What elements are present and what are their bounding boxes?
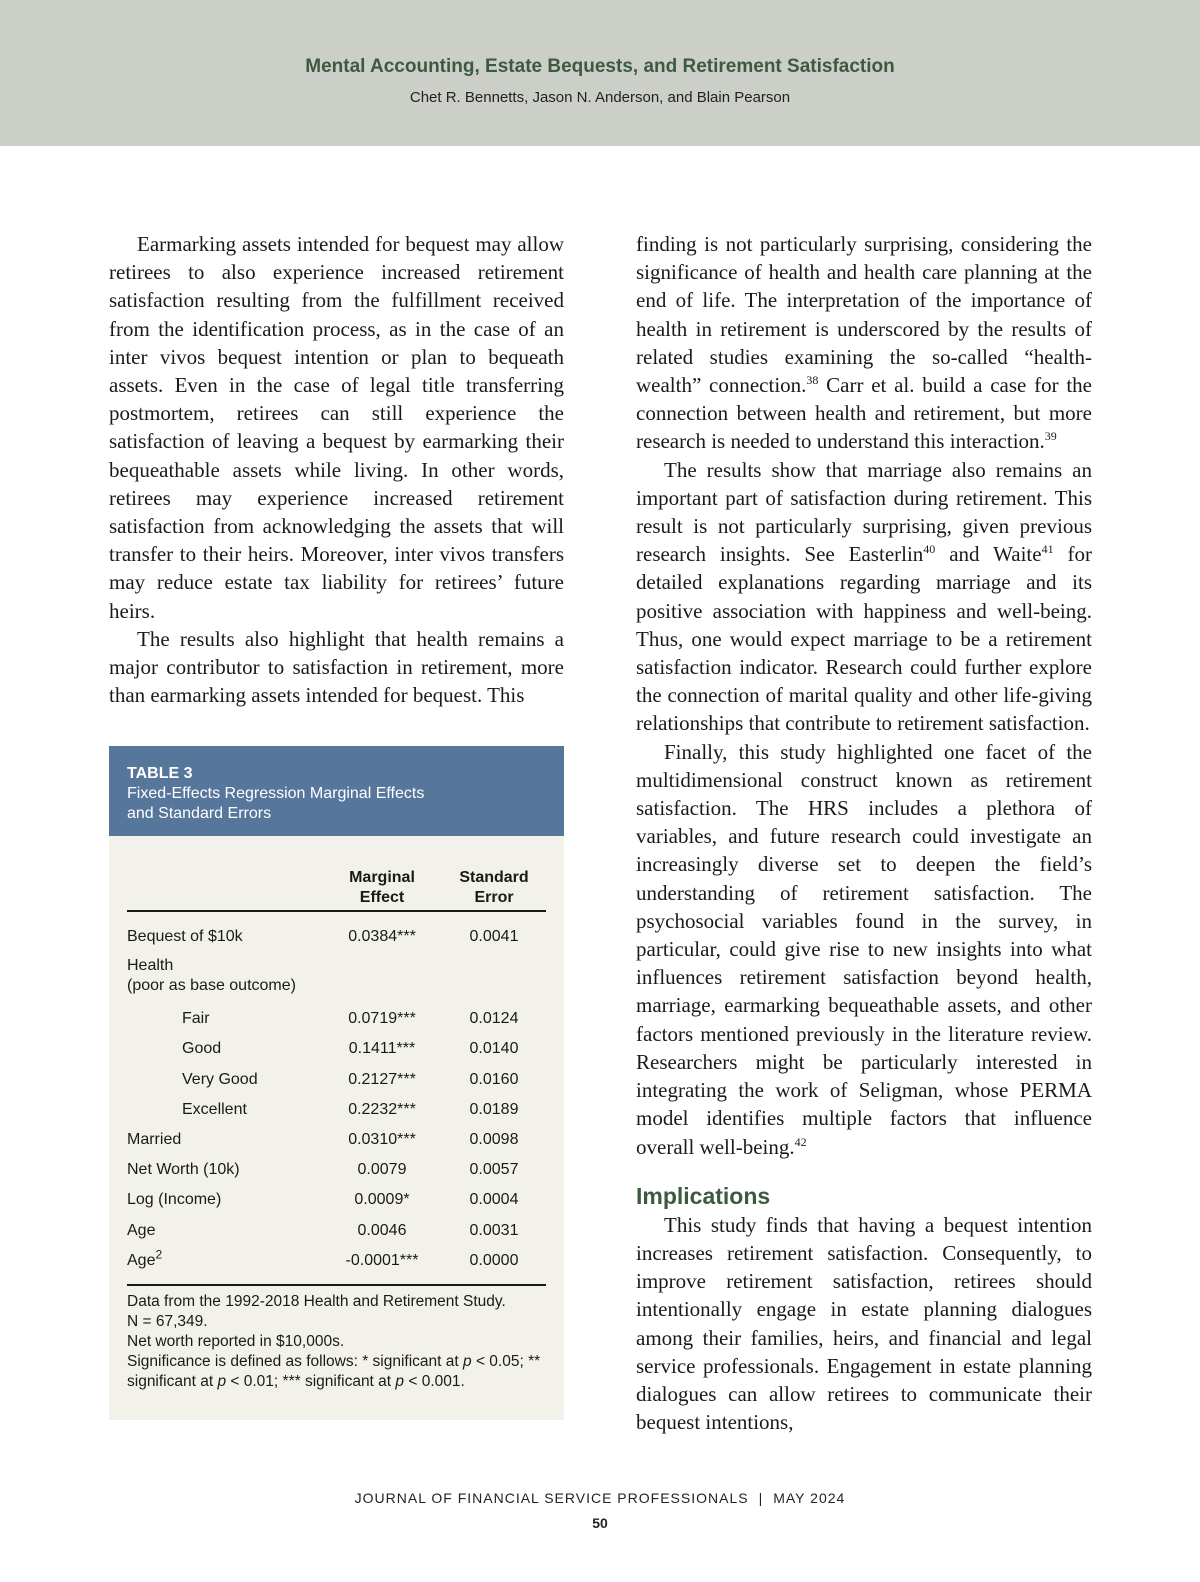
table-row: [127, 1185, 546, 1215]
row-label: Net Worth (10k): [127, 1161, 240, 1179]
footnote-ref: 40: [923, 542, 936, 557]
section-heading-implications: Implications: [636, 1182, 771, 1209]
left-column: [109, 230, 564, 709]
standard-error-value: 0.0160: [469, 1070, 519, 1088]
marginal-effect-value: 0.0079: [357, 1161, 407, 1179]
row-label: Very Good: [182, 1070, 258, 1088]
standard-error-value: 0.0057: [469, 1161, 519, 1179]
table-3: [109, 746, 564, 1420]
marginal-effect-value: 0.2232***: [348, 1100, 416, 1118]
table-row: [127, 922, 546, 952]
table-caption-line-2: and Standard Errors: [127, 805, 272, 822]
table-row: [127, 1095, 546, 1125]
left-paragraph-2: The results also highlight that health remains a major contributor to satisfaction in retirement, more than earmarking assets intended for bequest. This: [109, 626, 564, 708]
table-caption-line-1: Fixed-Effects Regression Marginal Effects: [127, 785, 425, 802]
table-notes: [127, 1284, 546, 1392]
column-header-standard-error: Standard Error: [459, 869, 529, 906]
standard-error-value: 0.0140: [469, 1040, 519, 1058]
row-label: Fair: [182, 1010, 210, 1028]
marginal-effect-value: 0.0009*: [354, 1191, 410, 1209]
table-note-units: Net worth reported in $10,000s.: [127, 1332, 345, 1350]
footnote-ref: 41: [1041, 542, 1054, 557]
row-label: Age: [127, 1221, 156, 1239]
table-row: [127, 1216, 546, 1246]
right-paragraph-3: Finally, this study highlighted one facet of the multidimensional construct known as retirement satisfaction. The HRS includes a plethora of variables, and future research could investigate an increasingly diverse set to deepen the field’s understanding of retirement satisfaction. The psychosocial variables found in the survey, in particular, could give rise to new insights into what influences retirement satisfaction beyond health, marriage, earmarking bequeathable assets, and other factors mentioned previously in the literature review. Researchers might be particularly interested in integrating the work of Seligman, whose PERMA model identifies multiple factors that influence overall well-being.$^{42}$: [636, 739, 1092, 1159]
table-column-headers: [127, 836, 546, 912]
column-header-marginal-effect: Marginal Effect: [349, 869, 415, 906]
row-label: Excellent: [182, 1100, 247, 1118]
standard-error-value: 0.0000: [469, 1251, 519, 1269]
footer-separator: |: [758, 1490, 764, 1506]
row-label: Bequest of $10k: [127, 928, 243, 945]
table-row: [127, 1065, 546, 1095]
standard-error-value: 0.0098: [469, 1130, 519, 1148]
table-row: [127, 1125, 546, 1155]
journal-name: JOURNAL OF FINANCIAL SERVICE PROFESSIONALS: [354, 1490, 749, 1506]
standard-error-value: 0.0189: [469, 1100, 519, 1118]
article-authors: Chet R. Bennetts, Jason N. Anderson, and Blain Pearson: [409, 89, 791, 106]
footnote-ref: 42: [794, 1134, 807, 1149]
marginal-effect-value: -0.0001***: [345, 1251, 419, 1269]
right-column: [636, 230, 1092, 1436]
table-rows: [127, 912, 546, 1276]
left-paragraph-1: Earmarking assets intended for bequest may allow retirees to also experience increased retirement satisfaction resulting from the fulfillment received from the identification process, as in the case of an inter vivos bequest intention or plan to bequeath assets. Even in the case of legal title transferring postmortem, retirees can still experience the satisfaction of leaving a bequest by earmarking their bequeathable assets while living. In other words, retirees may experience increased retirement satisfaction from acknowledging the assets that will transfer to their heirs. Moreover, inter vivos transfers may reduce estate tax liability for retirees’ future heirs.: [109, 232, 564, 623]
issue-date: MAY 2024: [773, 1490, 846, 1506]
table-note-significance: Significance is defined as follows: * significant at p < 0.05; ** significant at p < 0.01; *** significant at p < 0.001.: [127, 1352, 541, 1390]
marginal-effect-value: 0.0310***: [348, 1130, 416, 1148]
table-row: [127, 1246, 546, 1276]
table-row: [127, 952, 546, 1004]
row-label: Age$^2$: [127, 1247, 163, 1269]
right-paragraph-4: This study finds that having a bequest intention increases retirement satisfaction. Consequently, to improve retirement satisfaction, retirees should intentionally engage in estate planning dialogues among their families, heirs, and financial and legal service professionals. Engagement in estate planning dialogues can allow retirees to communicate their bequest intentions,: [636, 1212, 1092, 1435]
article-title: Mental Accounting, Estate Bequests, and Retirement Satisfaction: [305, 56, 895, 77]
footer-journal: [0, 1490, 1200, 1506]
table-row: [127, 1004, 546, 1034]
standard-error-value: 0.0031: [469, 1221, 519, 1239]
table-body: [109, 836, 564, 1392]
page-number: 50: [592, 1515, 608, 1531]
standard-error-value: 0.0004: [469, 1191, 519, 1209]
marginal-effect-value: 0.0046: [357, 1221, 407, 1239]
row-label: Log (Income): [127, 1191, 222, 1209]
table-note-source: Data from the 1992-2018 Health and Retirement Study.: [127, 1292, 506, 1310]
table-row: [127, 1034, 546, 1064]
row-label: Married: [127, 1130, 182, 1148]
marginal-effect-value: 0.0719***: [348, 1010, 416, 1028]
table-header: [109, 746, 564, 836]
footnote-ref: 38: [806, 373, 819, 388]
footnote-ref: 39: [1044, 429, 1057, 444]
right-paragraph-2: The results show that marriage also remains an important part of satisfaction during retirement. This result is not particularly surprising, given previous research insights. See Easterlin$^{40}$ and Waite$^{41}$ for detailed explanations regarding marriage and its positive association with happiness and well-being. Thus, one would expect marriage to be a retirement satisfaction indicator. Research could further explore the connection of marital quality and other life-giving relationships that contribute to retirement satisfaction.: [636, 457, 1092, 736]
table-label: TABLE 3: [127, 765, 193, 782]
marginal-effect-value: 0.1411***: [348, 1040, 416, 1058]
row-label: Good: [182, 1040, 222, 1058]
row-label: Health (poor as base outcome): [127, 957, 296, 995]
table-row: [127, 1155, 546, 1185]
right-paragraph-1: finding is not particularly surprising, considering the significance of health and health care planning at the end of life. The interpretation of the importance of health in retirement is underscored by the results of related studies examining the so-called “health-wealth” connection.$^{38}$ Carr et al. build a case for the connection between health and retirement, but more research is needed to understand this interaction.$^{39}$: [636, 232, 1092, 454]
standard-error-value: 0.0124: [469, 1010, 519, 1028]
marginal-effect-value: 0.0384***: [348, 928, 416, 945]
standard-error-value: 0.0041: [469, 928, 519, 945]
marginal-effect-value: 0.2127***: [348, 1070, 416, 1088]
table-note-sample-size: N = 67,349.: [127, 1312, 208, 1330]
